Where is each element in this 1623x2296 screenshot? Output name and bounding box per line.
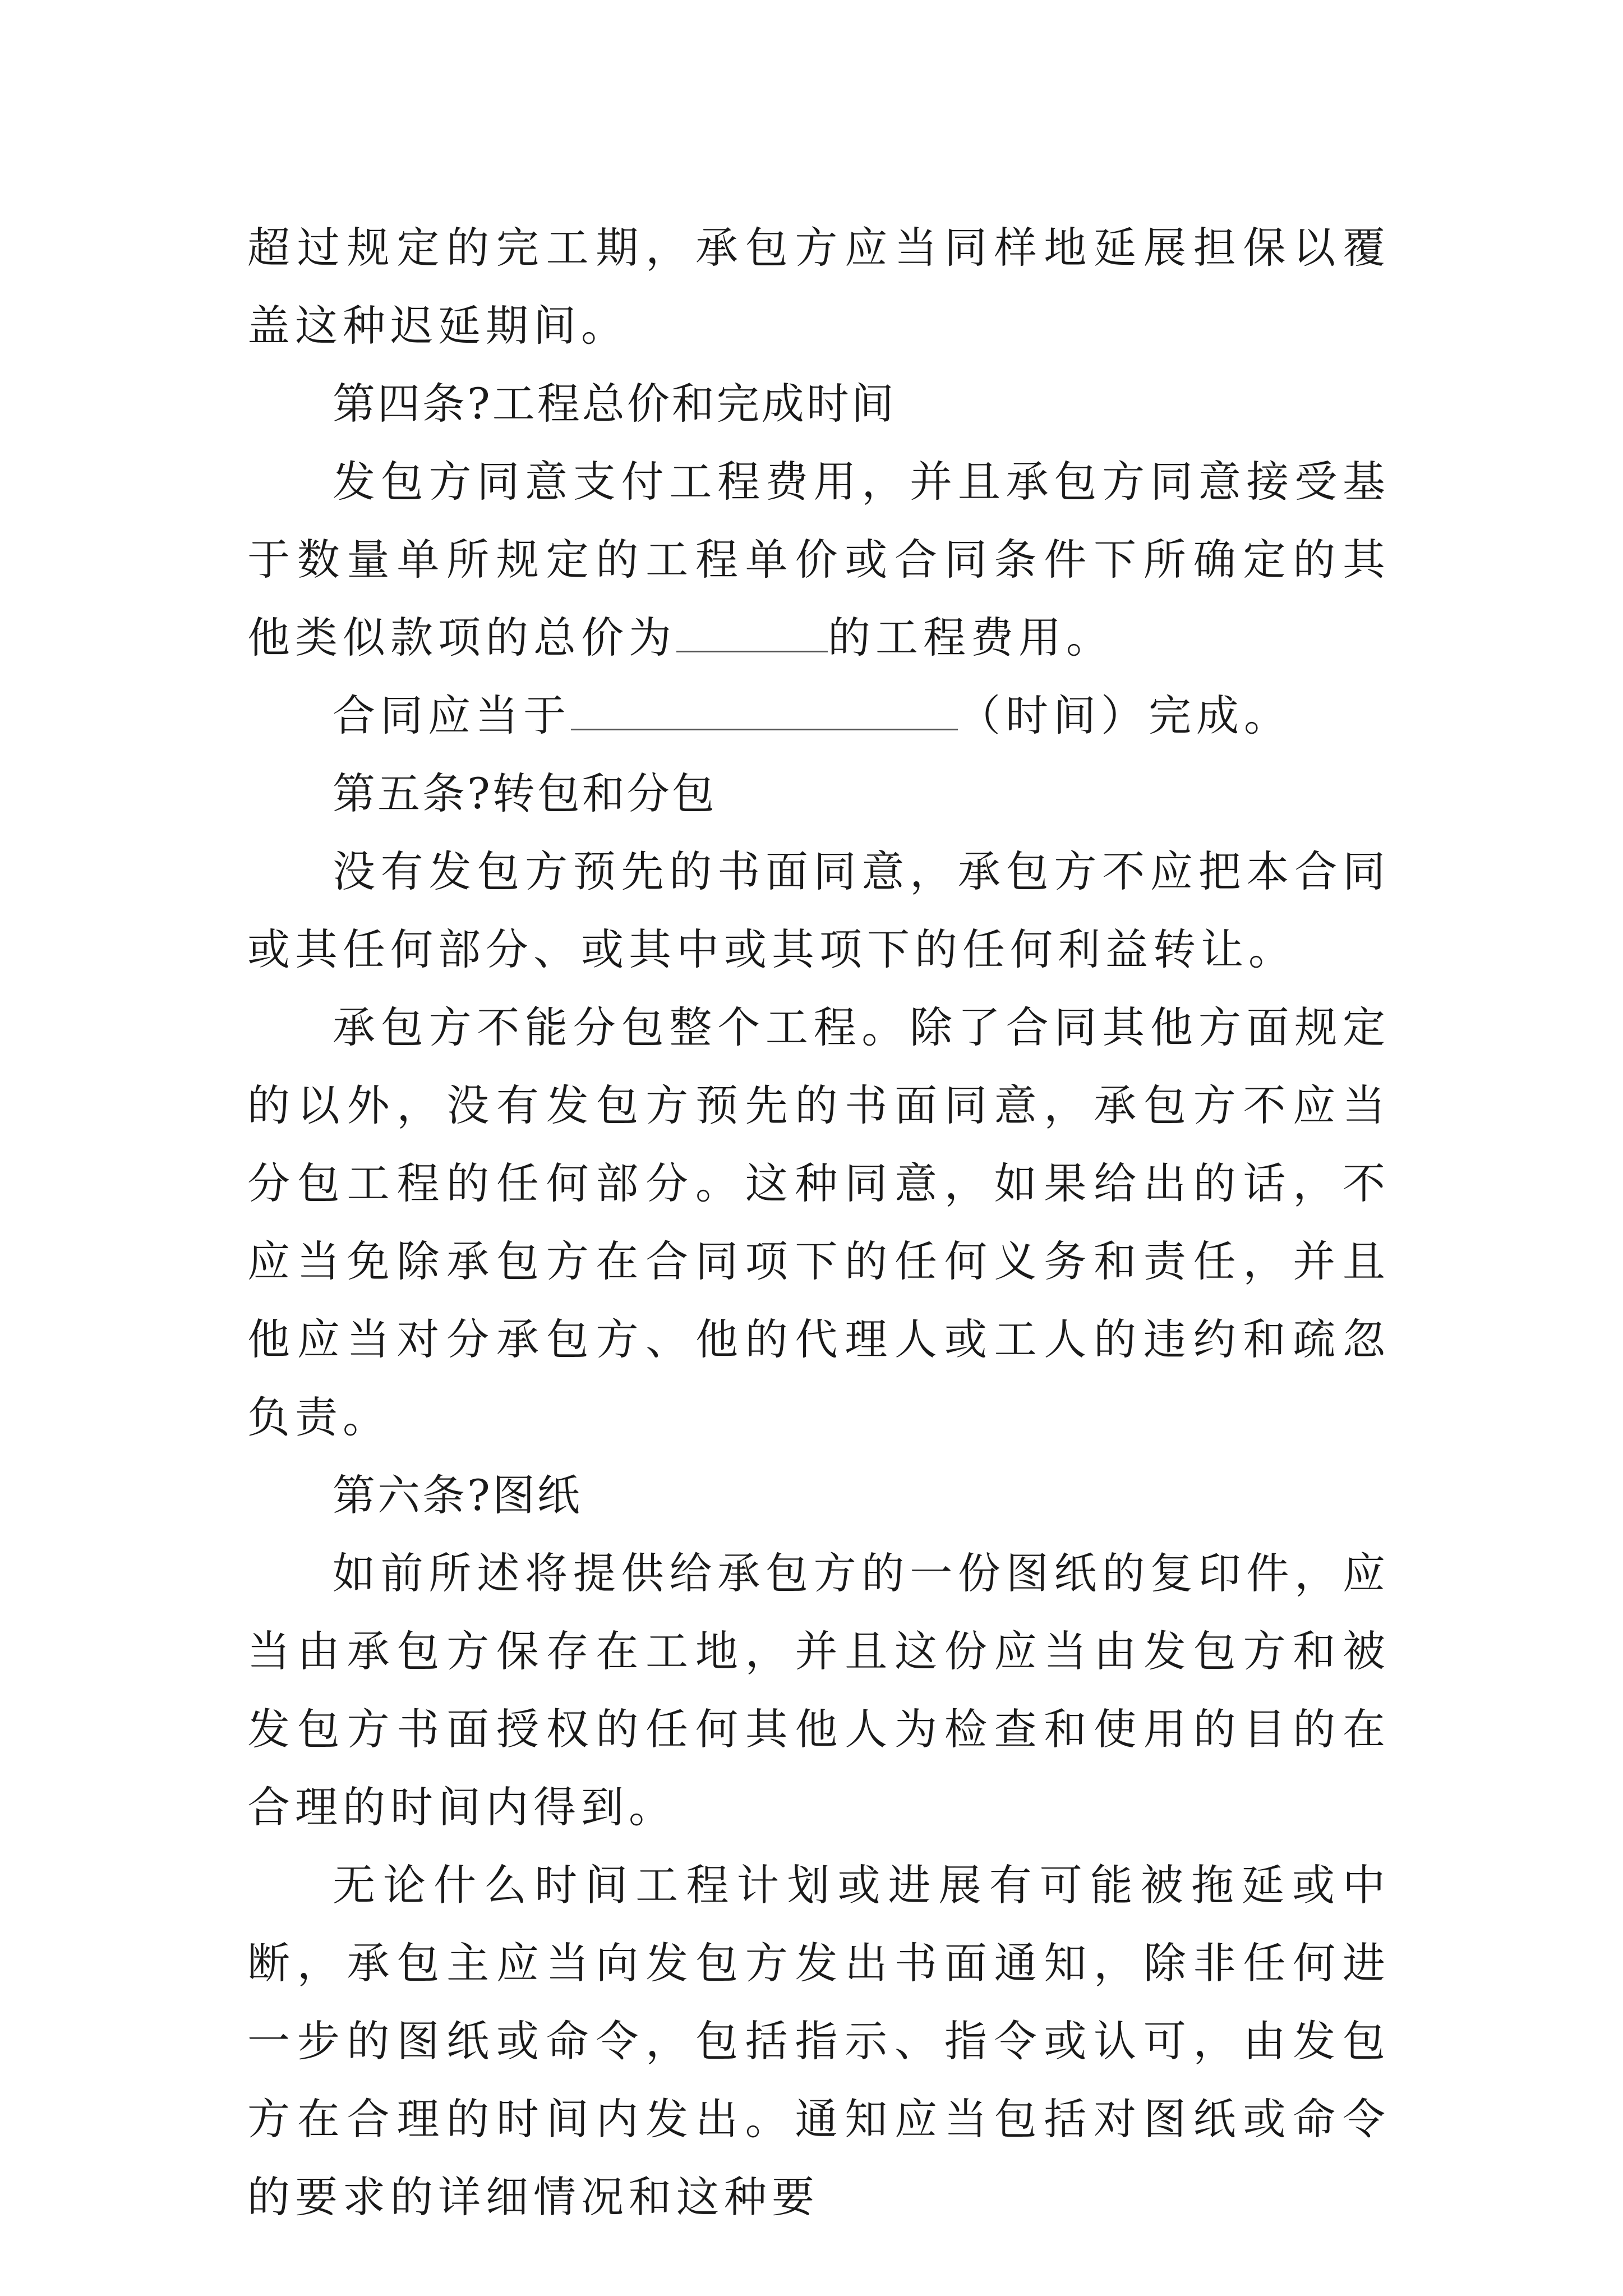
total-price-text: 发包方同意支付工程费用，并且承包方同意接受基于数量单所规定的工程单价或合同条件下所确定的其他类似款项的总价为 xyxy=(247,457,1390,662)
paragraph-subcontract: 承包方不能分包整个工程。除了合同其他方面规定的以外，没有发包方预先的书面同意，承包方不应当分包工程的任何部分。这种同意，如果给出的话，不应当免除承包方在合同项下的任何义务和责任，并且他应当对分承包方、他的代理人或工人的违约和疏忽负责。 xyxy=(247,1002,1390,1442)
paragraph-total-price xyxy=(247,443,1390,677)
article-5-heading: 第五条?转包和分包 xyxy=(333,769,717,818)
completion-time-text-end: （时间）完成。 xyxy=(958,691,1292,740)
article-6-heading: 第六条?图纸 xyxy=(333,1470,582,1520)
paragraph-completion-time xyxy=(247,677,1390,754)
paragraph-assignment: 没有发包方预先的书面同意，承包方不应把本合同或其任何部分、或其中或其项下的任何利益转让。 xyxy=(247,846,1390,974)
total-price-blank xyxy=(676,610,828,652)
total-price-text-end: 的工程费用。 xyxy=(828,613,1114,662)
paragraph-drawings-notice: 无论什么时间工程计划或进展有可能被拖延或中断，承包主应当向发包方发出书面通知，除非任何进一步的图纸或命令，包括指示、指令或认可，由发包方在合理的时间内发出。通知应当包括对图纸或命令的要求的详细情况和这种要 xyxy=(247,1860,1390,2222)
completion-time-text: 合同应当于 xyxy=(333,691,571,740)
article-4-heading: 第四条?工程总价和完成时间 xyxy=(333,379,896,429)
paragraph-drawings-copy: 如前所述将提供给承包方的一份图纸的复印件，应当由承包方保存在工地，并且这份应当由发包方和被发包方书面授权的任何其他人为检查和使用的目的在合理的时间内得到。 xyxy=(247,1548,1390,1832)
completion-time-blank xyxy=(571,688,958,730)
document-body xyxy=(247,209,1390,2236)
paragraph-guarantee-extension: 超过规定的完工期，承包方应当同样地延展担保以覆盖这种迟延期间。 xyxy=(247,223,1390,351)
